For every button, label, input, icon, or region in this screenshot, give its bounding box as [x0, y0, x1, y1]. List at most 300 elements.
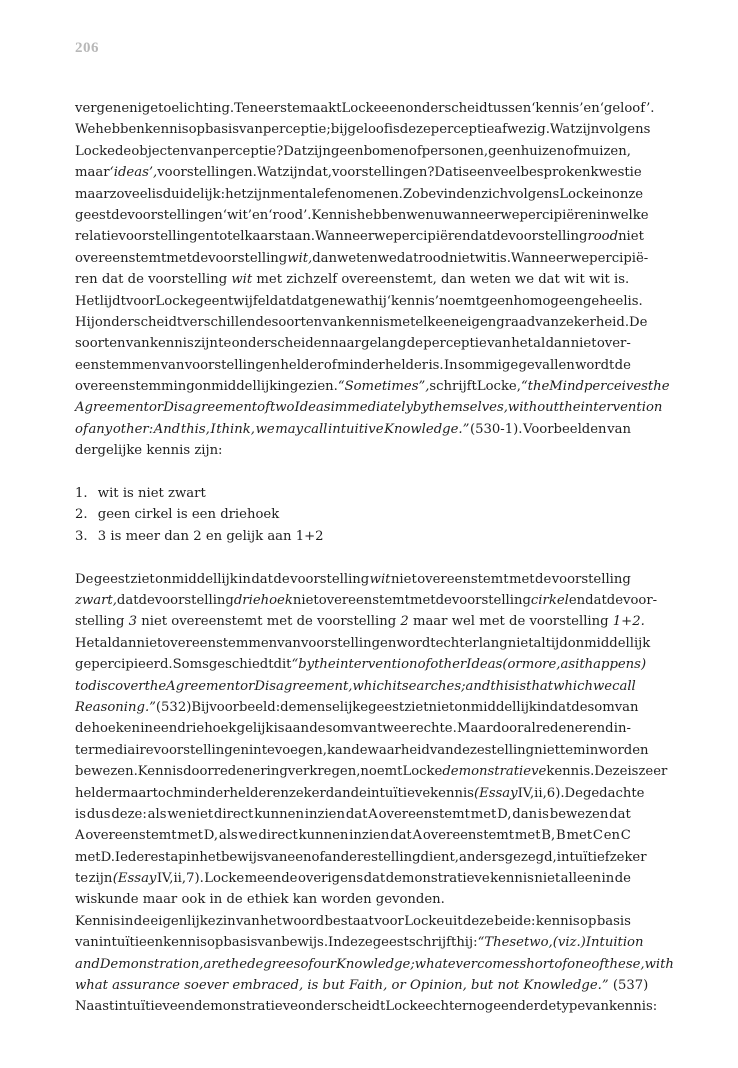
word: geen — [481, 293, 514, 309]
word: de — [309, 721, 326, 737]
word: voor- — [623, 592, 658, 608]
word: Ideas — [466, 657, 503, 673]
word: rood — [587, 229, 619, 245]
word: de — [273, 571, 290, 587]
word: overeenstemt, — [341, 272, 437, 288]
word: as — [560, 657, 576, 673]
word: driehoek — [220, 507, 280, 523]
word: nog — [468, 999, 494, 1015]
word: demonstratieve — [385, 871, 490, 887]
word: we — [238, 828, 258, 844]
word: more, — [521, 657, 561, 673]
blank-line — [75, 462, 631, 483]
word: this — [490, 678, 516, 694]
word: short — [519, 956, 555, 972]
word: deze — [462, 913, 494, 929]
word: in — [238, 571, 251, 587]
word: eenstemmen — [75, 357, 161, 373]
word: C — [592, 828, 603, 844]
word: think, — [216, 421, 255, 437]
word: are — [203, 956, 226, 972]
word: in — [536, 699, 550, 715]
word: Knowledge.” — [523, 978, 609, 994]
word: voorstelling — [208, 250, 288, 266]
word: het — [225, 186, 247, 202]
word: stelling — [75, 614, 125, 630]
word: enige — [121, 101, 159, 116]
word: perceptie — [430, 122, 495, 138]
word: Locke — [559, 186, 600, 202]
word: kunnen — [254, 806, 304, 822]
word: door — [492, 721, 524, 737]
word: demonstratieve — [442, 764, 547, 780]
word: ‘rood’. — [268, 207, 312, 223]
word: niet — [570, 336, 597, 352]
word: perceptie; — [262, 122, 331, 138]
word: meende — [244, 871, 298, 887]
text-line — [75, 633, 651, 654]
text-line — [75, 804, 631, 825]
word: kan — [326, 742, 352, 758]
word: two — [269, 400, 295, 416]
word: rechte. — [409, 721, 457, 737]
text-line — [75, 975, 649, 996]
word: bevinden — [419, 186, 482, 202]
text-line — [75, 569, 631, 590]
word: anders — [458, 849, 505, 865]
word: intervention — [580, 400, 663, 416]
word: these, — [604, 956, 645, 972]
word: personen, — [421, 143, 489, 159]
text-line — [75, 868, 631, 889]
word: wordt — [575, 357, 615, 373]
word: A — [368, 806, 378, 822]
word: C — [620, 828, 631, 844]
word: dat — [585, 592, 607, 608]
word: perceives — [583, 379, 648, 395]
word: kennis. — [546, 764, 595, 780]
word: en — [583, 101, 600, 116]
word: met — [266, 614, 293, 630]
word: D. — [100, 849, 115, 865]
text-line — [75, 419, 631, 440]
word: weten — [470, 272, 511, 288]
word: van — [239, 122, 263, 138]
word: een — [153, 721, 178, 737]
word: of — [75, 421, 88, 437]
word: het — [199, 849, 221, 865]
word: som — [325, 721, 353, 737]
word: van — [429, 742, 454, 758]
word: over- — [596, 336, 631, 352]
word: de — [138, 592, 155, 608]
word: de — [535, 571, 552, 587]
word: van — [188, 143, 213, 159]
word: ‘geloof’. — [599, 101, 655, 116]
word: noemt — [438, 293, 481, 309]
word: met — [256, 272, 282, 288]
word: which — [553, 678, 593, 694]
word: met — [470, 806, 497, 822]
word: van — [235, 913, 260, 929]
word: degrees — [247, 956, 301, 972]
word: of — [554, 956, 568, 972]
word: whatever — [414, 956, 478, 972]
text-line — [75, 141, 631, 162]
word: overeenstemt — [422, 828, 515, 844]
word: we — [514, 272, 534, 288]
word: zijn — [194, 336, 218, 352]
word: zijn — [307, 143, 331, 159]
text-line — [75, 291, 643, 312]
word: Locke — [385, 999, 426, 1015]
word: in — [596, 207, 610, 223]
word: Wat — [256, 165, 283, 181]
word: Disagreement — [163, 400, 258, 416]
word: onmiddellijk — [194, 379, 278, 395]
word: with — [644, 956, 674, 972]
word: voorstelling — [451, 592, 531, 608]
word: Zo — [402, 186, 420, 202]
word: one — [567, 956, 592, 972]
word: onmiddellijk — [454, 699, 537, 715]
word: wit — [564, 272, 585, 288]
word: andere — [324, 849, 372, 865]
word: in — [248, 742, 262, 758]
word: kennis — [163, 935, 207, 951]
word: voorstellingen — [127, 207, 223, 223]
word: in — [209, 892, 223, 908]
text-line — [75, 226, 644, 247]
word: weten — [337, 250, 378, 266]
word: van — [160, 357, 185, 373]
text-line — [75, 932, 644, 953]
word: voorstelling — [529, 614, 609, 630]
word: type — [556, 999, 586, 1015]
word: graad — [496, 314, 536, 330]
word: I — [210, 421, 216, 437]
text-line — [75, 312, 648, 333]
word: voor — [125, 293, 156, 309]
word: van — [614, 699, 639, 715]
word: niet — [428, 699, 455, 715]
word: redenering — [213, 764, 288, 780]
word: (532) — [155, 699, 192, 715]
word: voorstellingen — [184, 357, 281, 373]
word: kennis — [535, 913, 580, 929]
word: happens) — [584, 657, 647, 673]
word: soorten — [75, 336, 126, 352]
word: zeker — [609, 849, 647, 865]
word: Disagreement, — [254, 678, 353, 694]
word: Locke — [155, 293, 196, 309]
word: “Sometimes”, — [337, 379, 430, 395]
list-number: 3. — [75, 528, 88, 544]
word: noemt — [360, 764, 403, 780]
word: voorstellingen — [118, 229, 214, 245]
word: een — [469, 165, 494, 181]
word: of — [408, 143, 422, 159]
word: som — [587, 699, 615, 715]
word: de — [571, 699, 588, 715]
word: de — [75, 721, 92, 737]
word: overeenstemt — [85, 828, 177, 844]
list-number: 2. — [75, 507, 88, 523]
word: stap — [158, 849, 187, 865]
word: ‘wit’ — [222, 207, 252, 223]
word: we — [593, 678, 613, 694]
text-line — [75, 889, 631, 910]
word: overeenstemt — [318, 592, 410, 608]
word: kennis — [150, 336, 194, 352]
word: D, — [497, 806, 512, 822]
word: de — [614, 357, 631, 373]
word: dus — [86, 806, 111, 822]
word: niet — [136, 635, 163, 651]
word: it — [392, 678, 402, 694]
word: en — [177, 999, 194, 1015]
word: in- — [613, 721, 631, 737]
word: schrijft — [429, 379, 477, 395]
word: afwezig. — [494, 122, 550, 138]
word: geschiedt — [208, 657, 274, 673]
word: (530-1). — [469, 421, 523, 437]
word: meer — [125, 528, 161, 544]
word: door — [183, 764, 214, 780]
word: als — [147, 806, 167, 822]
word: bij — [330, 122, 348, 138]
word: dan — [164, 528, 190, 544]
word: en — [272, 785, 289, 801]
word: het — [511, 336, 533, 352]
word: Hij — [75, 314, 95, 330]
word: zekerheid. — [559, 314, 630, 330]
word: is. — [495, 250, 511, 266]
word: Locke, — [476, 379, 521, 395]
word: van — [75, 935, 99, 951]
word: zichzelf — [286, 272, 338, 288]
word: wit — [231, 272, 253, 288]
word: wit, — [287, 250, 313, 266]
word: het — [260, 913, 282, 929]
word: embraced, — [232, 978, 304, 994]
word: niet — [618, 229, 644, 245]
word: of — [257, 400, 270, 416]
word: met — [479, 614, 505, 630]
word: toch — [152, 785, 182, 801]
word: niet — [449, 250, 475, 266]
word: homogeen — [513, 293, 583, 309]
word: dat — [609, 806, 631, 822]
word: muizen, — [578, 143, 631, 159]
word: de — [111, 207, 128, 223]
word: schrijft — [408, 935, 457, 951]
word: wiskunde — [75, 892, 139, 908]
text-line — [75, 162, 642, 183]
word: maar — [118, 785, 153, 801]
word: helder — [75, 785, 119, 801]
word: kwestie — [590, 165, 642, 181]
word: volgens — [599, 122, 651, 138]
word: is — [307, 978, 319, 994]
word: kunnen — [298, 828, 349, 844]
word: in — [601, 871, 615, 887]
word: de — [191, 250, 209, 266]
word: discover — [88, 678, 145, 694]
word: of — [323, 357, 337, 373]
word: onderscheidt — [94, 314, 183, 330]
word: van — [125, 336, 150, 352]
word: is — [273, 721, 285, 737]
word: vergen — [75, 101, 122, 116]
word: nu — [425, 207, 443, 223]
word: kennis — [146, 443, 191, 459]
word: the — [647, 379, 670, 395]
word: ingezien. — [277, 379, 338, 395]
word: staan. — [274, 229, 315, 245]
word: ‘kennis’ — [531, 101, 584, 116]
word: Reasoning.” — [75, 699, 156, 715]
word: duidelijk: — [162, 186, 226, 202]
word: we — [255, 421, 275, 437]
word: overeenstemt — [378, 806, 470, 822]
word: intervention — [335, 657, 418, 673]
word: the — [558, 400, 581, 416]
word: van — [263, 849, 288, 865]
word: is — [176, 507, 188, 523]
word: any — [88, 421, 113, 437]
word: cirkel — [134, 507, 173, 523]
word: echter — [425, 999, 469, 1015]
word: met — [75, 849, 101, 865]
word: niet — [187, 806, 214, 822]
word: kennis — [346, 314, 390, 330]
word: deze: — [111, 806, 147, 822]
word: hebben — [95, 122, 145, 138]
word: dit — [273, 657, 292, 673]
word: zeer — [638, 764, 668, 780]
word: Voorbeelden — [523, 421, 607, 437]
word: gevonden. — [375, 892, 445, 908]
word: A — [75, 828, 85, 844]
word: met — [389, 314, 416, 330]
word: zin — [215, 913, 236, 929]
word: op — [580, 913, 597, 929]
text-line — [75, 911, 631, 932]
word: waarheid — [367, 742, 430, 758]
text-line — [75, 205, 649, 226]
body-text — [75, 98, 674, 1018]
text-line — [75, 783, 645, 804]
word: fenomenen. — [324, 186, 403, 202]
word: of — [300, 956, 314, 972]
word: and — [465, 678, 491, 694]
word: driehoek — [233, 592, 293, 608]
word: een — [435, 314, 460, 330]
word: kennis — [430, 785, 474, 801]
word: percipië- — [589, 250, 649, 266]
word: geen — [330, 143, 364, 159]
word: (Essay — [112, 871, 157, 887]
word: Dat — [434, 165, 459, 181]
word: overeenstemt — [417, 571, 509, 587]
word: van — [585, 999, 609, 1015]
word: voorstelling — [290, 571, 370, 587]
word: van — [277, 635, 301, 651]
word: Naast — [75, 999, 115, 1015]
word: but — [322, 978, 345, 994]
word: woord — [282, 913, 325, 929]
word: in — [140, 721, 153, 737]
word: al — [523, 721, 536, 737]
word: zijn — [575, 122, 600, 138]
word: bewezen — [549, 806, 609, 822]
word: de — [406, 336, 423, 352]
word: maar — [75, 165, 110, 181]
word: dan — [440, 272, 466, 288]
word: may — [275, 421, 304, 437]
word: 1+2. — [612, 614, 645, 630]
word: met — [409, 592, 436, 608]
text-line — [75, 397, 663, 418]
word: dat, — [306, 165, 332, 181]
word: al — [533, 336, 546, 352]
list-item — [75, 526, 631, 547]
word: And — [153, 421, 181, 437]
word: wat — [345, 293, 370, 309]
word: dat — [390, 828, 412, 844]
text-line — [75, 676, 636, 697]
word: Wanneer — [510, 250, 571, 266]
word: “by — [291, 657, 315, 673]
word: basis — [223, 935, 258, 951]
word: zwart, — [75, 592, 117, 608]
word: this, — [180, 421, 210, 437]
text-line — [75, 440, 631, 461]
word: In — [443, 357, 458, 373]
word: wanneer — [442, 207, 501, 223]
text-line — [75, 718, 631, 739]
word: dat — [363, 871, 386, 887]
word: met — [566, 828, 593, 844]
word: intuïtie — [98, 935, 147, 951]
word: D, — [203, 828, 219, 844]
page-number: 206 — [75, 40, 99, 56]
word: other: — [112, 421, 154, 437]
word: Agreement — [166, 678, 241, 694]
word: Faith, — [349, 978, 388, 994]
word: which — [352, 678, 393, 694]
word: geen — [488, 143, 521, 159]
list-item — [75, 504, 631, 525]
word: en — [568, 592, 586, 608]
text-line — [75, 697, 639, 718]
word: De — [629, 314, 648, 330]
word: ook — [181, 892, 206, 908]
text-line — [75, 184, 644, 205]
word: A — [412, 828, 423, 844]
word: (Essay — [473, 785, 518, 801]
word: zoveel — [109, 186, 152, 202]
word: de — [606, 592, 624, 608]
word: Locke — [204, 871, 245, 887]
word: Ten — [234, 101, 259, 116]
word: aan — [267, 528, 292, 544]
word: deze — [341, 935, 373, 951]
word: ren — [75, 272, 98, 288]
word: dat — [470, 229, 493, 245]
word: overeenstemming — [75, 379, 195, 395]
